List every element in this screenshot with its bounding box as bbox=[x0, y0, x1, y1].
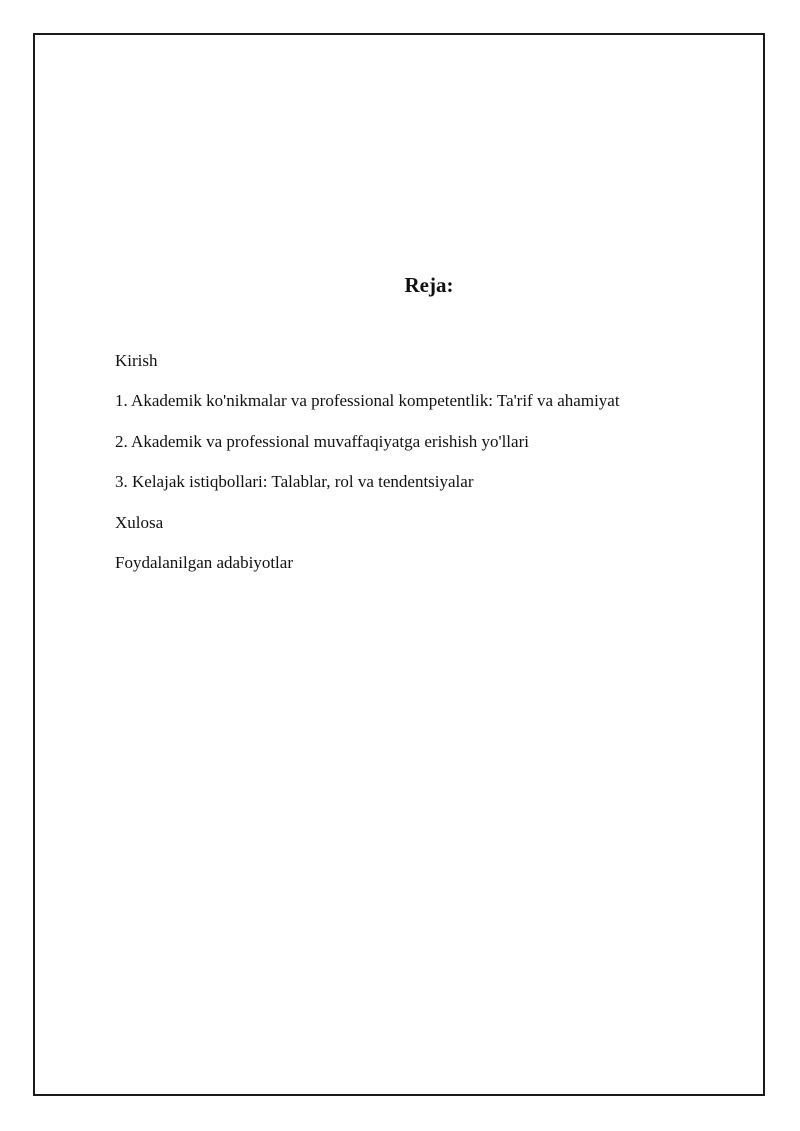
toc-item-introduction: Kirish bbox=[115, 351, 158, 370]
toc-item-section-3: 3. Kelajak istiqbollari: Talablar, rol va tendentsiyalar bbox=[115, 472, 474, 492]
toc-item-conclusion: Xulosa bbox=[115, 512, 164, 532]
table-of-contents bbox=[115, 351, 620, 593]
toc-item-section-1: 1. Akademik ko'nikmalar va professional kompetentlik: Ta'rif va ahamiyat bbox=[115, 391, 620, 411]
toc-item-references: Foydalanilgan adabiyotlar bbox=[115, 552, 293, 572]
page-title: Reja: bbox=[404, 273, 454, 297]
toc-item-section-2: 2. Akademik va professional muvaffaqiyatga erishish yo'llari bbox=[115, 431, 529, 451]
